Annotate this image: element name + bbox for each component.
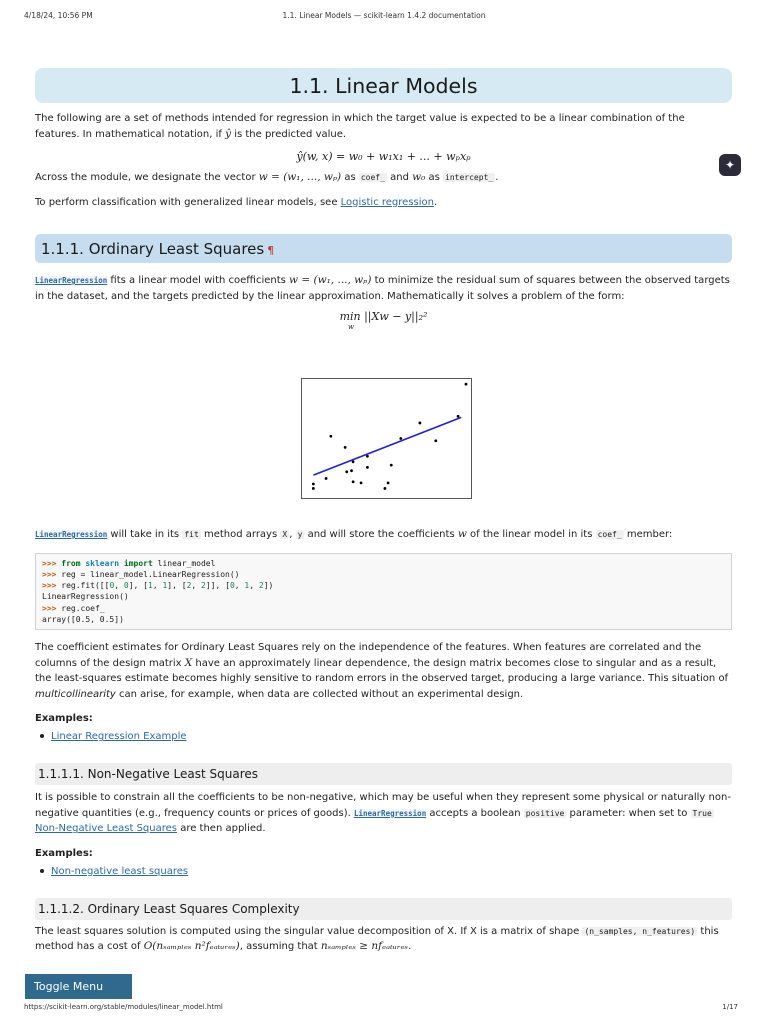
data-point bbox=[399, 437, 402, 440]
linear-model-formula: ŷ(w, x) = w₀ + w₁x₁ + ... + wₚxₚ bbox=[296, 150, 471, 163]
data-point bbox=[360, 482, 363, 485]
data-point bbox=[325, 477, 328, 480]
math-condition: nₛₐₘₚₗₑₛ ≥ nfₑₐₜᵤᵣₑₛ bbox=[320, 940, 409, 953]
examples-list bbox=[35, 864, 732, 879]
emphasis-multicollinearity: multicollinearity bbox=[35, 688, 116, 700]
data-point bbox=[352, 480, 355, 483]
print-page-number: 1/17 bbox=[722, 1003, 738, 1011]
linearregression-link[interactable]: LinearRegression bbox=[35, 276, 108, 285]
examples-list bbox=[35, 729, 732, 744]
intro-paragraph: The following are a set of methods intended for regression in which the target value is expected to be a linear combination of the features. In mathematical notation, if ŷ is the predicted value. bbox=[35, 113, 685, 140]
classification-paragraph: To perform classification with generalized linear models, see Logistic regression. bbox=[35, 196, 438, 208]
data-point bbox=[384, 487, 387, 490]
data-point bbox=[312, 487, 315, 490]
list-item bbox=[35, 864, 732, 879]
inline-code-coef: coef_ bbox=[597, 530, 622, 539]
data-point bbox=[350, 469, 353, 472]
complexity-paragraph: The least squares solution is computed using the singular value decomposition of X. If X is a matrix of shape (n_samples, n_features) this method has a cost of O(nₛₐₘₚₗₑₛ n²fₑₐₜᵤᵣₑₛ), assuming that nₛₐₘₚₗₑₛ ≥ nfₑₐₜᵤᵣₑₛ. bbox=[35, 925, 719, 953]
math-X: X bbox=[184, 656, 193, 669]
logistic-regression-link[interactable]: Logistic regression bbox=[340, 196, 434, 208]
data-point bbox=[352, 460, 355, 463]
data-point bbox=[387, 482, 390, 485]
data-point bbox=[366, 466, 369, 469]
section-heading-nnls: 1.1.1.1. Non-Negative Least Squares bbox=[35, 763, 732, 785]
code-line: LinearRegression() bbox=[42, 592, 129, 602]
linearregression-link[interactable]: LinearRegression bbox=[353, 808, 427, 818]
math-w0: w₀ bbox=[412, 171, 426, 183]
ai-assistant-icon[interactable]: ✦ bbox=[719, 154, 741, 176]
math-w: w bbox=[457, 528, 467, 540]
data-point bbox=[345, 470, 348, 473]
print-header bbox=[0, 11, 768, 23]
print-title: 1.1. Linear Models — scikit-learn 1.4.2 documentation bbox=[282, 11, 486, 20]
math-vector: w = (w₁, ..., wₚ) bbox=[258, 171, 342, 183]
data-point bbox=[465, 383, 468, 386]
fit-paragraph: LinearRegression will take in its fit method arrays X , y and will store the coefficients w of the linear model in its coef_ member: bbox=[35, 528, 673, 540]
section-heading-complexity: 1.1.1.2. Ordinary Least Squares Complexity bbox=[35, 898, 732, 920]
math-cost: O(nₛₐₘₚₗₑₛ n²fₑₐₜᵤᵣₑₛ) bbox=[143, 940, 240, 953]
data-point bbox=[390, 464, 393, 467]
multicollinearity-paragraph: The coefficient estimates for Ordinary Least Squares rely on the independence of the features. When features are correlated and the columns of the design matrix X have an approximately linear dependence, the design matrix becomes close to singular and as a result, the least-squares estimate becomes highly sensitive to random errors in the observed target, producing a large variance. This situation of multicollinearity can arise, for example, when data are collected without an experimental design. bbox=[35, 642, 729, 700]
coef-paragraph: Across the module, we designate the vector w = (w₁, ..., wₚ) as coef_ and w₀ as intercept_ . bbox=[35, 171, 499, 183]
main-content-continued bbox=[35, 527, 732, 955]
math-vector: w = (w₁, ..., wₚ) bbox=[289, 274, 372, 286]
code-line: array([0.5, 0.5]) bbox=[42, 614, 124, 624]
main-content bbox=[35, 68, 732, 330]
inline-code-shape: (n_samples, n_features) bbox=[584, 926, 696, 936]
code-line: >>> from sklearn import linear_model bbox=[42, 558, 216, 568]
ols-paragraph: LinearRegression fits a linear model with coefficients w = (w₁, ..., wₚ) to minimize the residual sum of squares between the observed targets in the dataset, and the targets predicted by the linear approximation. Mathematically it solves a problem of the form: bbox=[35, 274, 730, 302]
inline-code-coef: coef_ bbox=[360, 173, 385, 182]
data-point bbox=[418, 422, 421, 425]
print-footer bbox=[0, 1003, 768, 1015]
data-point bbox=[312, 483, 315, 486]
figure-frame bbox=[302, 379, 472, 499]
linear-regression-example-link[interactable]: Linear Regression Example bbox=[51, 731, 187, 743]
code-line: >>> reg.fit([[0, 0], [1, 1], [2, 2]], [0, 1, 2]) bbox=[42, 581, 274, 591]
code-example[interactable] bbox=[35, 553, 732, 631]
math-yhat: ŷ bbox=[225, 127, 232, 140]
inline-code-y: y bbox=[297, 530, 303, 539]
list-item bbox=[35, 729, 732, 744]
non-negative-least-squares-link[interactable]: Non-Negative Least Squares bbox=[35, 823, 178, 835]
data-point bbox=[344, 446, 347, 449]
examples-title: Examples: bbox=[35, 713, 93, 725]
ols-formula: min ||Xw − y||₂² w bbox=[339, 310, 428, 331]
nnls-paragraph: It is possible to constrain all the coefficients to be non-negative, which may be useful when they represent some physical or naturally non-negative quantities (e.g., frequency counts or prices of goods). LinearRegression accepts a boolean positive parameter: when set to True Non-Negative Least Squares are then applied. bbox=[35, 792, 731, 835]
examples-title: Examples: bbox=[35, 847, 93, 859]
inline-code-positive: positive bbox=[525, 808, 565, 818]
print-date: 4/18/24, 10:56 PM bbox=[24, 11, 93, 20]
data-point bbox=[329, 435, 332, 438]
data-point bbox=[457, 415, 460, 418]
toggle-menu-button[interactable]: Toggle Menu bbox=[25, 974, 132, 999]
inline-code-intercept: intercept_ bbox=[445, 173, 494, 182]
inline-code-fit: fit bbox=[184, 530, 199, 539]
data-point bbox=[366, 455, 369, 458]
code-line: >>> reg.coef_ bbox=[42, 603, 105, 613]
code-line: >>> reg = linear_model.LinearRegression() bbox=[42, 569, 240, 579]
section-heading-ols: 1.1.1. Ordinary Least Squares ¶ bbox=[35, 234, 732, 263]
data-point bbox=[434, 439, 437, 442]
permalink-icon[interactable]: ¶ bbox=[267, 244, 275, 257]
ols-figure bbox=[301, 378, 472, 499]
page-title: 1.1. Linear Models bbox=[35, 68, 732, 103]
linearregression-link[interactable]: LinearRegression bbox=[35, 530, 108, 539]
formula-subscript: w bbox=[348, 323, 354, 331]
inline-code-X: X bbox=[282, 530, 288, 539]
inline-code-true: True bbox=[692, 808, 712, 818]
print-url: https://scikit-learn.org/stable/modules/linear_model.html bbox=[24, 1003, 223, 1011]
nnls-example-link[interactable]: Non-negative least squares bbox=[51, 865, 189, 877]
